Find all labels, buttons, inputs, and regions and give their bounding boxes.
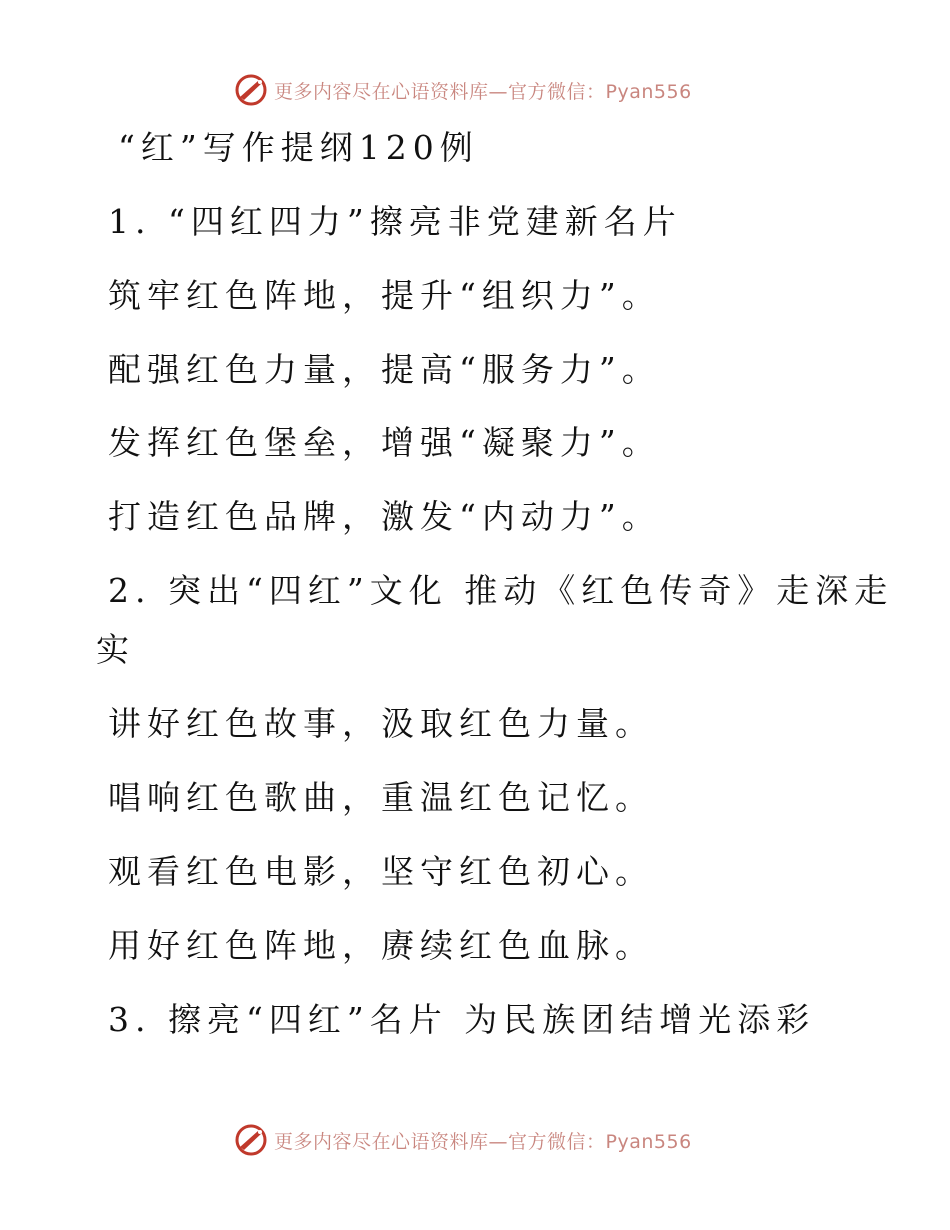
watermark-banner-bottom	[234, 1120, 714, 1160]
watermark-banner-top	[234, 70, 714, 110]
watermark-text: 更多内容尽在心语资料库—官方微信：Pyan556	[274, 80, 692, 103]
text-line: 1. “四红四力”擦亮非党建新名片	[108, 202, 682, 241]
text-line: 观看红色电影，坚守红色初心。	[108, 852, 654, 891]
text-line: 用好红色阵地，赓续红色血脉。	[108, 926, 654, 965]
watermark-text: 更多内容尽在心语资料库—官方微信：Pyan556	[274, 1130, 692, 1153]
text-line: 2. 突出“四红”文化 推动《红色传奇》走深走	[108, 571, 894, 610]
text-line: 筑牢红色阵地，提升“组织力”。	[108, 276, 661, 315]
pen-logo-icon	[234, 1123, 268, 1157]
text-line: 唱响红色歌曲，重温红色记忆。	[108, 778, 654, 817]
text-line: 发挥红色堡垒，增强“凝聚力”。	[108, 423, 661, 462]
text-line: 配强红色力量，提高“服务力”。	[108, 350, 661, 389]
text-line: 讲好红色故事，汲取红色力量。	[108, 704, 654, 743]
document-title: “红”写作提纲120例	[118, 128, 479, 167]
text-line: 实	[96, 630, 135, 669]
pen-logo-icon	[234, 73, 268, 107]
text-line: 3. 擦亮“四红”名片 为民族团结增光添彩	[108, 1000, 816, 1039]
text-line: 打造红色品牌，激发“内动力”。	[108, 497, 661, 536]
